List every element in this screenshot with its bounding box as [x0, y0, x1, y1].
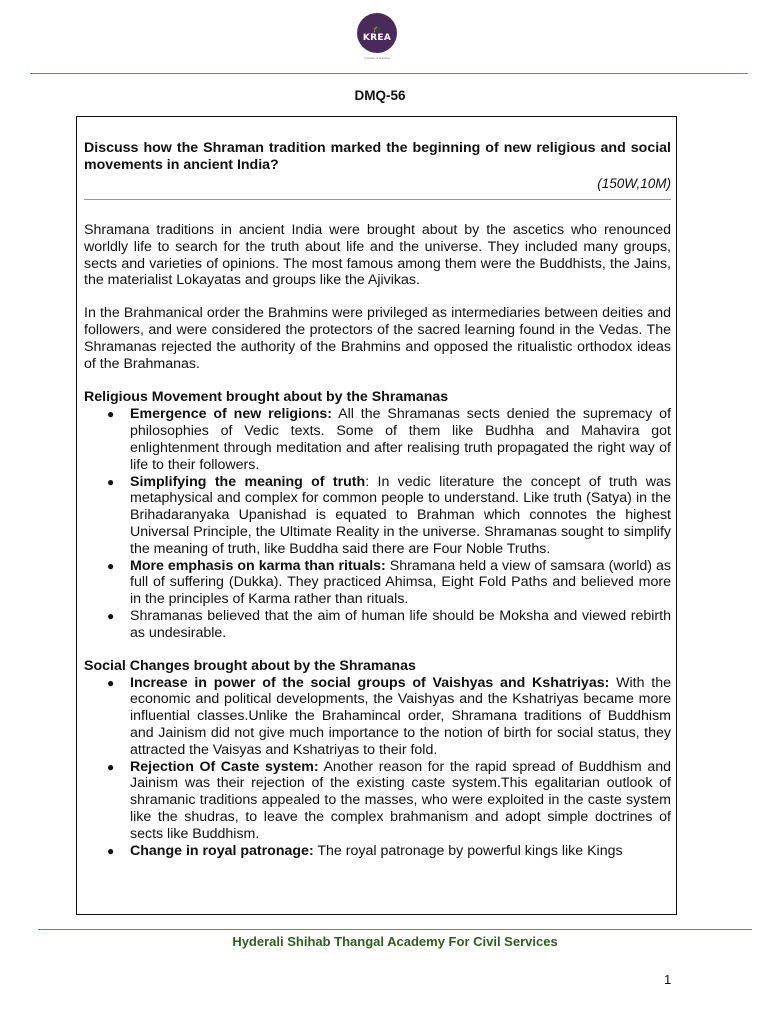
header-divider: [30, 73, 748, 74]
list-item: ● Simplifying the meaning of truth: In vedic literature the concept of truth was metaphysical and complex for common people to understand. Like truth (Satya) in the Brihadaranyaka Upanishad is equated to Brahman which connotes the highest Universal Principle, the Ultimate Reality in the universe. Shramanas sought to simplify the meaning of truth, like Buddha said there are Four Noble Truths.: [107, 473, 671, 557]
document-id: DMQ-56: [354, 88, 406, 103]
bullet-icon: ●: [107, 843, 115, 858]
list-item: ● More emphasis on karma than rituals: Shramana held a view of samsara (world) as full of suffering (Dukka). They practiced Ahimsa, Eight Fold Paths and believed more in the principles of Karma rather than rituals.: [107, 557, 671, 608]
social-heading: Social Changes brought about by the Shramanas: [84, 657, 416, 674]
bullet-icon: ●: [107, 407, 115, 422]
bullet-icon: ●: [107, 675, 115, 690]
logo-text: KREA: [362, 32, 392, 43]
footer-divider: [38, 929, 752, 930]
question-divider: [84, 199, 671, 200]
bullet-icon: ●: [107, 558, 115, 573]
list-item: ● Emergence of new religions: All the Shramanas sects denied the supremacy of philosophies of Vedic texts. Some of them like Budhha and Mahavira got enlightenment through meditation and after realising truth propagated the right way of life to their followers.: [107, 406, 672, 473]
krea-logo: [357, 13, 397, 53]
brahmanical-paragraph: In the Brahmanical order the Brahmins were privileged as intermediaries between deities and followers, and were considered the protectors of the sacred learning found in the Vedas. The Shramanas rejected the authority of the Brahmins and opposed the ritualistic orthodox ideas of the Brahmanas.: [84, 305, 671, 372]
marks-label: (150W,10M): [597, 176, 671, 191]
intro-paragraph: Shramana traditions in ancient India were brought about by the ascetics who renounced worldly life to search for the truth about life and the universe. They included many groups, sects and varieties of opinions. The most famous among them were the Buddhists, the Jains, the materialist Lokayatas and groups like the Ajivikas.: [84, 222, 671, 289]
list-item: ● Shramanas believed that the aim of human life should be Moksha and viewed rebirth as undesirable.: [107, 607, 671, 641]
bullet-icon: ●: [107, 759, 115, 774]
social-list: [84, 675, 671, 860]
list-item: ● Rejection Of Caste system: Another reason for the rapid spread of Buddhism and Jainism was their rejection of the existing caste system.This egalitarian outlook of shramanic traditions appealed to the masses, who were exploited in the caste system like the shudras, to leave the complex brahmanism and adopt simple doctrines of sects like Buddhism.: [107, 758, 671, 842]
religious-heading: Religious Movement brought about by the Shramanas: [84, 389, 449, 406]
bullet-icon: ●: [107, 608, 115, 623]
answer-box: [76, 116, 677, 915]
religious-list: [84, 406, 671, 641]
logo-subtitle: Institute of learning: [364, 56, 390, 60]
footer-text: Hyderali Shihab Thangal Academy For Civil Services: [232, 934, 558, 949]
bullet-icon: ●: [107, 474, 115, 489]
list-item: ● Increase in power of the social groups of Vaishyas and Kshatriyas: With the economic and political developments, the Vaishyas and the Kshatriyas became more influential classes.Unlike the Brahamincal order, Shramana traditions of Buddhism and Jainism did not give much importance to the notion of birth for social status, they attracted the Vaisyas and Kshatriyas to their fold.: [107, 674, 671, 758]
page-number: 1: [664, 972, 672, 987]
graduation-cap-icon: 🎓: [372, 25, 382, 33]
question-text: Discuss how the Shraman tradition marked the beginning of new religious and social movements in ancient India?: [84, 140, 671, 173]
answer-content: [84, 140, 671, 859]
list-item: ● Change in royal patronage: The royal patronage by powerful kings like Kings: [107, 842, 623, 859]
